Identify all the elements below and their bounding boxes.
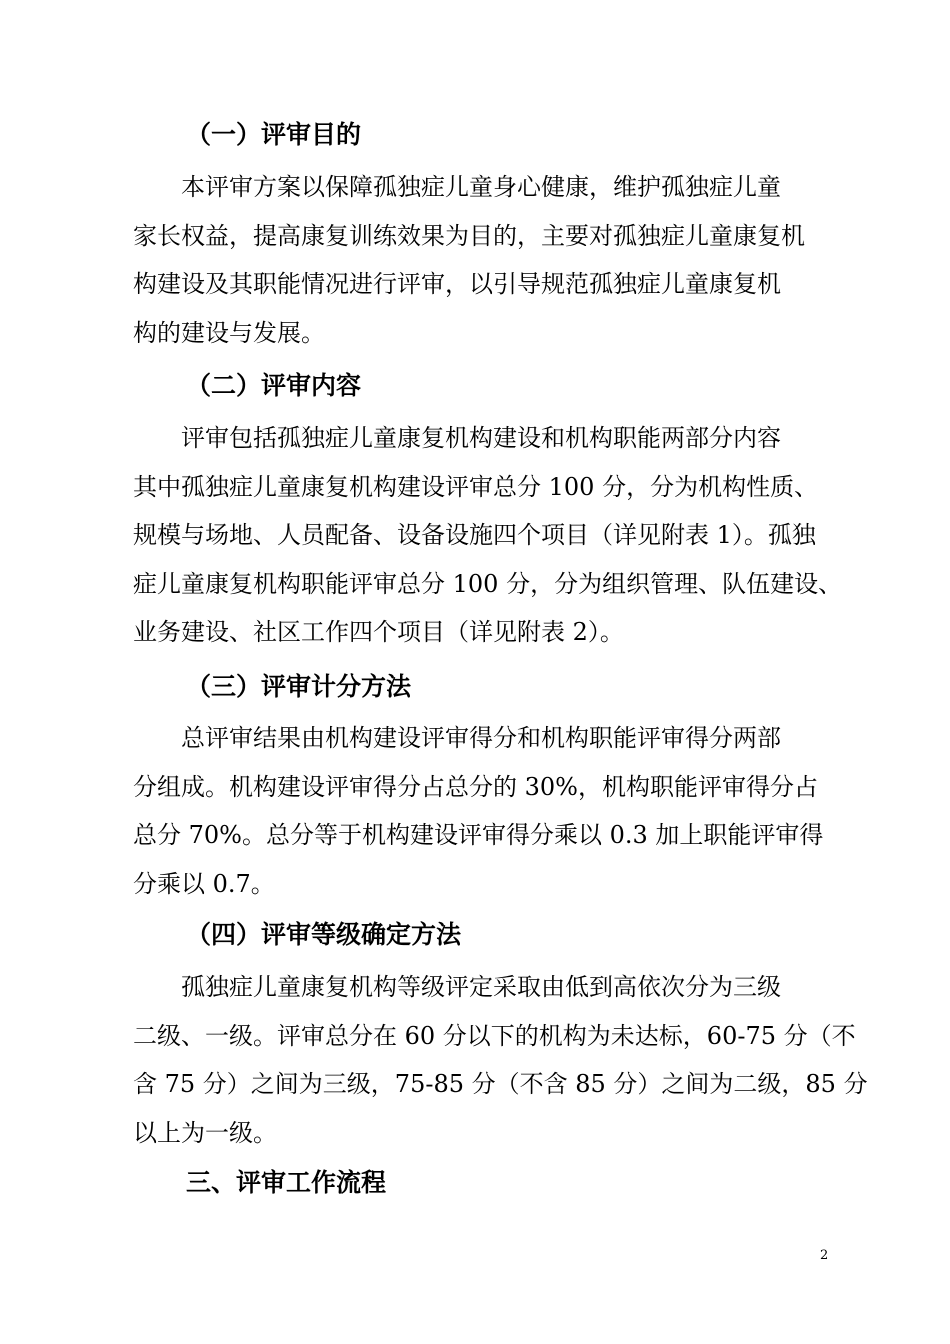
paragraph-line: 构建设及其职能情况进行评审，以引导规范孤独症儿童康复机 <box>133 270 781 299</box>
paragraph-line: 症儿童康复机构职能评审总分 100 分，分为组织管理、队伍建设、 <box>133 569 843 598</box>
paragraph-line: 评审包括孤独症儿童康复机构建设和机构职能两部分内容 <box>133 424 781 452</box>
section-heading-content: （二）评审内容 <box>186 371 362 400</box>
paragraph-line: 规模与场地、人员配备、设备设施四个项目（详见附表 1）。孤独 <box>133 521 816 550</box>
paragraph-line: 分乘以 0.7。 <box>133 869 275 898</box>
section-paragraph-grading <box>133 963 868 1157</box>
section-paragraph-content <box>133 414 843 657</box>
paragraph-line: 含 75 分）之间为三级，75-85 分（不含 85 分）之间为二级，85 分 <box>133 1070 868 1099</box>
paragraph-line: 本评审方案以保障孤独症儿童身心健康，维护孤独症儿童 <box>133 173 781 201</box>
paragraph-line: 业务建设、社区工作四个项目（详见附表 2）。 <box>133 618 624 647</box>
chapter-heading-workflow: 三、评审工作流程 <box>186 1168 387 1197</box>
paragraph-line: 其中孤独症儿童康复机构建设评审总分 100 分，分为机构性质、 <box>133 472 819 501</box>
section-paragraph-purpose <box>133 163 833 357</box>
paragraph-line: 分组成。机构建设评审得分占总分的 30%，机构职能评审得分占 <box>133 772 818 801</box>
page-number: 2 <box>820 1248 829 1263</box>
section-paragraph-scoring <box>133 714 833 908</box>
paragraph-line: 以上为一级。 <box>133 1118 277 1147</box>
paragraph-line: 总分 70%。总分等于机构建设评审得分乘以 0.3 加上职能评审得 <box>133 821 824 850</box>
paragraph-line: 孤独症儿童康复机构等级评定采取由低到高依次分为三级 <box>133 973 781 1001</box>
section-heading-purpose: （一）评审目的 <box>186 120 362 149</box>
section-heading-grading: （四）评审等级确定方法 <box>186 920 462 949</box>
paragraph-line: 家长权益，提高康复训练效果为目的，主要对孤独症儿童康复机 <box>133 221 805 250</box>
paragraph-line: 总评审结果由机构建设评审得分和机构职能评审得分两部 <box>133 724 781 752</box>
paragraph-line: 二级、一级。评审总分在 60 分以下的机构为未达标，60-75 分（不 <box>133 1021 856 1050</box>
section-heading-scoring: （三）评审计分方法 <box>186 672 412 701</box>
paragraph-line: 构的建设与发展。 <box>133 318 325 347</box>
